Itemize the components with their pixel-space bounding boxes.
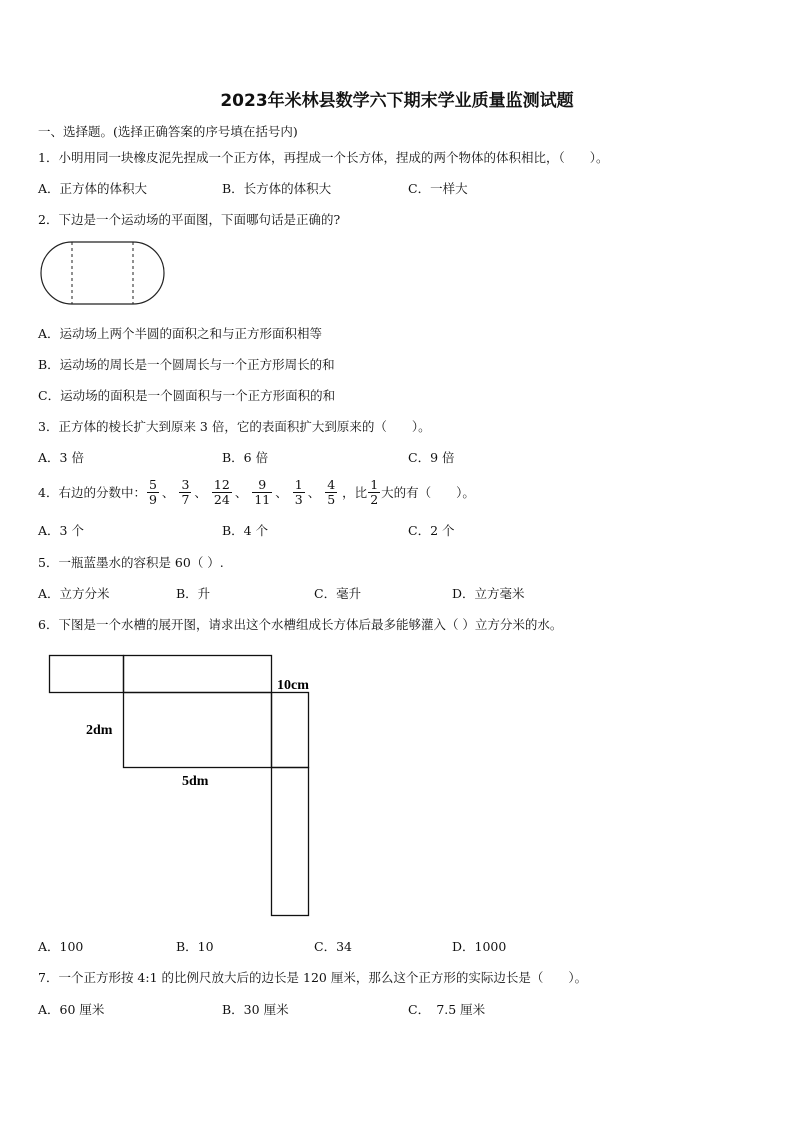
q4-option-c[interactable]: C．2 个 xyxy=(408,523,455,538)
question-5: 5．一瓶蓝墨水的容积是 60（ ）. xyxy=(38,555,224,570)
water-tank-net-diagram xyxy=(0,640,360,930)
separator: 、 xyxy=(161,485,175,500)
question-1: 1．小明用同一块橡皮泥先捏成一个正方体，再捏成一个长方体，捏成的两个物体的体积相比，（ ）。 xyxy=(38,150,609,165)
separator: 、 xyxy=(194,485,207,500)
q4-prefix: 4．右边的分数中： xyxy=(38,485,146,500)
page-title: 2023年米林县数学六下期末学业质量监测试题 xyxy=(220,91,574,111)
q4-compare-prefix: ，比 xyxy=(342,485,368,500)
question-2: 2．下边是一个运动场的平面图，下面哪句话是正确的? xyxy=(38,212,341,227)
q6-option-d[interactable]: D．1000 xyxy=(452,939,507,954)
label-width: 2dm xyxy=(86,723,113,738)
q3-option-c[interactable]: C．9 倍 xyxy=(408,450,455,465)
q7-option-b[interactable]: B．30 厘米 xyxy=(222,1002,289,1017)
q6-option-a[interactable]: A．100 xyxy=(38,939,84,954)
q4-option-a[interactable]: A．3 个 xyxy=(38,523,84,538)
separator: 、 xyxy=(234,485,248,500)
fraction: $\frac{4}{5}$ xyxy=(327,477,336,507)
q6-option-c[interactable]: C．34 xyxy=(314,939,352,954)
q7-option-c[interactable]: C． 7.5 厘米 xyxy=(408,1002,486,1017)
fraction: $\frac{9}{11}$ xyxy=(254,477,271,507)
question-7: 7．一个正方形按 4:1 的比例尺放大后的边长是 120 厘米，那么这个正方形的实际边长是（ ）。 xyxy=(38,970,588,985)
q4-option-b[interactable]: B．4 个 xyxy=(222,523,269,538)
q5-option-a[interactable]: A．立方分米 xyxy=(38,586,110,601)
q5-option-b[interactable]: B．升 xyxy=(176,586,211,601)
separator: 、 xyxy=(307,485,321,500)
q3-option-b[interactable]: B．6 倍 xyxy=(222,450,269,465)
q2-option-a[interactable]: A．运动场上两个半圆的面积之和与正方形面积相等 xyxy=(38,326,323,341)
question-3: 3．正方体的棱长扩大到原来 3 倍，它的表面积扩大到原来的（ ）。 xyxy=(38,419,431,434)
stadium-diagram xyxy=(38,240,168,306)
q6-option-b[interactable]: B．10 xyxy=(176,939,214,954)
q2-option-c[interactable]: C．运动场的面积是一个圆面积与一个正方形面积的和 xyxy=(38,388,336,403)
fraction: $\frac{3}{7}$ xyxy=(181,477,190,507)
q1-option-c[interactable]: C．一样大 xyxy=(408,181,468,196)
fraction: $\frac{12}{24}$ xyxy=(213,477,230,507)
q5-option-c[interactable]: C．毫升 xyxy=(314,586,362,601)
section-heading: 一、选择题。(选择正确答案的序号填在括号内) xyxy=(38,124,298,139)
label-height: 10cm xyxy=(277,678,309,693)
q1-option-a[interactable]: A．正方体的体积大 xyxy=(38,181,148,196)
q5-option-d[interactable]: D．立方毫米 xyxy=(452,586,525,601)
q1-option-b[interactable]: B．长方体的体积大 xyxy=(222,181,332,196)
separator: 、 xyxy=(275,485,288,500)
question-6: 6．下图是一个水槽的展开图，请求出这个水槽组成长方体后最多能够灌入（ ）立方分米的水。 xyxy=(38,617,563,632)
question-4 xyxy=(38,472,475,512)
compare-fraction: $\frac{1}{2}$ xyxy=(370,477,379,507)
label-length: 5dm xyxy=(182,774,209,789)
fraction: $\frac{1}{3}$ xyxy=(294,477,303,507)
fraction: $\frac{5}{9}$ xyxy=(148,477,157,507)
q3-option-a[interactable]: A．3 倍 xyxy=(38,450,84,465)
q2-option-b[interactable]: B．运动场的周长是一个圆周长与一个正方形周长的和 xyxy=(38,357,335,372)
q4-suffix: 大的有（ ）。 xyxy=(381,485,475,500)
q7-option-a[interactable]: A．60 厘米 xyxy=(38,1002,105,1017)
